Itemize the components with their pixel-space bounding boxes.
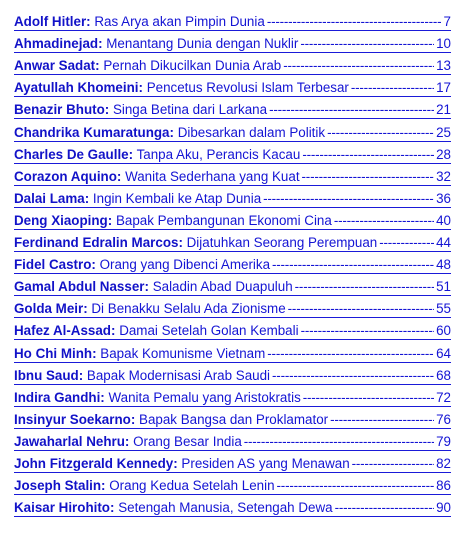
entry-page-number: 13 xyxy=(436,58,451,74)
entry-name: Corazon Aquino: xyxy=(14,168,122,184)
dot-leader xyxy=(295,279,434,295)
entry-subtitle: Bapak Komunisme Vietnam xyxy=(100,345,266,361)
entry-text xyxy=(14,102,267,118)
entry-page-number: 25 xyxy=(436,124,451,140)
table-of-contents xyxy=(14,9,451,517)
entry-subtitle: Orang Besar India xyxy=(133,433,242,449)
dot-leader xyxy=(288,301,434,317)
toc-entry-ferdinand-marcos[interactable] xyxy=(14,230,451,252)
toc-entry-chandrika-kumaratunga[interactable] xyxy=(14,119,451,141)
entry-page-number: 72 xyxy=(436,389,451,405)
entry-name: Ayatullah Khomeini: xyxy=(14,80,143,96)
entry-name: Chandrika Kumaratunga: xyxy=(14,124,174,140)
entry-name: Gamal Abdul Nasser: xyxy=(14,279,149,295)
entry-name: Ahmadinejad: xyxy=(14,36,103,52)
entry-page-number: 82 xyxy=(436,455,451,471)
dot-leader xyxy=(263,191,434,207)
entry-page-number: 7 xyxy=(443,14,451,30)
entry-text xyxy=(14,323,299,339)
entry-page-number: 86 xyxy=(436,478,451,494)
toc-entry-charles-de-gaulle[interactable] xyxy=(14,142,451,164)
toc-entry-ho-chi-minh[interactable] xyxy=(14,340,451,362)
dot-leader xyxy=(283,58,434,74)
toc-entry-golda-meir[interactable] xyxy=(14,296,451,318)
toc-entry-insinyur-soekarno[interactable] xyxy=(14,407,451,429)
toc-entry-hafez-al-assad[interactable] xyxy=(14,318,451,340)
dot-leader xyxy=(267,14,442,30)
entry-name: Jawaharlal Nehru: xyxy=(14,433,130,449)
entry-page-number: 55 xyxy=(436,301,451,317)
entry-text xyxy=(14,456,350,472)
entry-text xyxy=(14,301,286,317)
entry-text xyxy=(14,14,265,30)
entry-page-number: 68 xyxy=(436,367,451,383)
entry-name: Hafez Al-Assad: xyxy=(14,323,116,339)
toc-entry-john-fitzgerald-kennedy[interactable] xyxy=(14,451,451,473)
entry-page-number: 28 xyxy=(436,146,451,162)
entry-name: Golda Meir: xyxy=(14,301,88,317)
dot-leader xyxy=(300,36,434,52)
dot-leader xyxy=(379,235,434,251)
entry-name: Fidel Castro: xyxy=(14,257,96,273)
toc-entry-kaisar-hirohito[interactable] xyxy=(14,495,451,517)
entry-subtitle: Orang yang Dibenci Amerika xyxy=(99,257,271,273)
dot-leader xyxy=(330,412,434,428)
entry-text xyxy=(14,191,261,207)
dot-leader xyxy=(267,346,434,362)
entry-page-number: 32 xyxy=(436,168,451,184)
entry-name: Charles De Gaulle: xyxy=(14,146,134,162)
entry-name: Indira Gandhi: xyxy=(14,389,105,405)
entry-text xyxy=(14,434,242,450)
toc-entry-fidel-castro[interactable] xyxy=(14,252,451,274)
toc-entry-corazon-aquino[interactable] xyxy=(14,164,451,186)
dot-leader xyxy=(302,169,435,185)
entry-text xyxy=(14,169,300,185)
entry-subtitle: Saladin Abad Duapuluh xyxy=(152,279,293,295)
entry-text xyxy=(14,346,265,362)
dot-leader xyxy=(302,147,434,163)
entry-subtitle: Wanita Sederhana yang Kuat xyxy=(125,168,300,184)
dot-leader xyxy=(272,257,434,273)
entry-page-number: 40 xyxy=(436,212,451,228)
entry-subtitle: Pencetus Revolusi Islam Terbesar xyxy=(146,80,349,96)
toc-entry-benazir-bhuto[interactable] xyxy=(14,97,451,119)
entry-text xyxy=(14,80,349,96)
entry-text xyxy=(14,58,281,74)
dot-leader xyxy=(303,390,434,406)
entry-name: Deng Xiaoping: xyxy=(14,212,113,228)
entry-text xyxy=(14,279,293,295)
toc-entry-adolf-hitler[interactable] xyxy=(14,9,451,31)
entry-name: Benazir Bhuto: xyxy=(14,102,110,118)
entry-text xyxy=(14,125,325,141)
toc-entry-anwar-sadat[interactable] xyxy=(14,53,451,75)
entry-name: Ferdinand Edralin Marcos: xyxy=(14,235,183,251)
entry-subtitle: Orang Kedua Setelah Lenin xyxy=(109,478,275,494)
entry-subtitle: Singa Betina dari Larkana xyxy=(112,102,268,118)
toc-entry-gamal-abdul-nasser[interactable] xyxy=(14,274,451,296)
dot-leader xyxy=(327,125,434,141)
entry-text xyxy=(14,257,270,273)
entry-page-number: 36 xyxy=(436,190,451,206)
entry-subtitle: Tanpa Aku, Perancis Kacau xyxy=(136,146,301,162)
dot-leader xyxy=(351,80,434,96)
toc-entry-dalai-lama[interactable] xyxy=(14,186,451,208)
entry-page-number: 60 xyxy=(436,323,451,339)
dot-leader xyxy=(335,500,435,516)
entry-subtitle: Setengah Manusia, Setengah Dewa xyxy=(118,500,333,516)
entry-subtitle: Dijatuhkan Seorang Perempuan xyxy=(186,235,378,251)
dot-leader xyxy=(269,102,434,118)
entry-name: Dalai Lama: xyxy=(14,190,90,206)
entry-page-number: 44 xyxy=(436,235,451,251)
entry-text xyxy=(14,412,328,428)
entry-page-number: 48 xyxy=(436,257,451,273)
toc-entry-ahmadinejad[interactable] xyxy=(14,31,451,53)
entry-text xyxy=(14,368,270,384)
entry-page-number: 76 xyxy=(436,411,451,427)
toc-entry-ayatullah-khomeini[interactable] xyxy=(14,75,451,97)
entry-subtitle: Wanita Pemalu yang Aristokratis xyxy=(108,389,301,405)
entry-subtitle: Damai Setelah Golan Kembali xyxy=(119,323,299,339)
toc-entry-joseph-stalin[interactable] xyxy=(14,473,451,495)
entry-name: Ho Chi Minh: xyxy=(14,345,97,361)
toc-entry-jawaharlal-nehru[interactable] xyxy=(14,429,451,451)
toc-entry-deng-xiaoping[interactable] xyxy=(14,208,451,230)
entry-text xyxy=(14,390,301,406)
dot-leader xyxy=(272,368,434,384)
entry-subtitle: Ingin Kembali ke Atap Dunia xyxy=(92,190,262,206)
entry-page-number: 64 xyxy=(436,345,451,361)
entry-subtitle: Bapak Modernisasi Arab Saudi xyxy=(86,367,271,383)
entry-subtitle: Pernah Dikucilkan Dunia Arab xyxy=(103,58,282,74)
dot-leader xyxy=(301,323,435,339)
entry-name: John Fitzgerald Kennedy: xyxy=(14,455,178,471)
entry-text xyxy=(14,213,332,229)
dot-leader xyxy=(244,434,434,450)
toc-entry-indira-gandhi[interactable] xyxy=(14,385,451,407)
entry-subtitle: Bapak Pembangunan Ekonomi Cina xyxy=(115,212,332,228)
entry-subtitle: Bapak Bangsa dan Proklamator xyxy=(139,411,329,427)
dot-leader xyxy=(352,456,434,472)
entry-page-number: 79 xyxy=(436,433,451,449)
entry-subtitle: Menantang Dunia dengan Nuklir xyxy=(106,36,299,52)
entry-name: Adolf Hitler: xyxy=(14,14,91,30)
entry-name: Kaisar Hirohito: xyxy=(14,500,115,516)
entry-subtitle: Presiden AS yang Menawan xyxy=(181,455,350,471)
entry-text xyxy=(14,500,333,516)
entry-text xyxy=(14,478,275,494)
entry-subtitle: Di Benakku Selalu Ada Zionisme xyxy=(91,301,286,317)
entry-text xyxy=(14,235,377,251)
dot-leader xyxy=(334,213,434,229)
entry-name: Joseph Stalin: xyxy=(14,478,106,494)
entry-page-number: 51 xyxy=(436,279,451,295)
entry-page-number: 10 xyxy=(436,36,451,52)
entry-name: Anwar Sadat: xyxy=(14,58,100,74)
entry-subtitle: Dibesarkan dalam Politik xyxy=(177,124,326,140)
entry-subtitle: Ras Arya akan Pimpin Dunia xyxy=(94,14,265,30)
dot-leader xyxy=(277,478,435,494)
entry-text xyxy=(14,147,300,163)
entry-page-number: 17 xyxy=(436,80,451,96)
entry-text xyxy=(14,36,298,52)
entry-page-number: 21 xyxy=(436,102,451,118)
entry-name: Insinyur Soekarno: xyxy=(14,411,136,427)
entry-page-number: 90 xyxy=(436,500,451,516)
toc-entry-ibnu-saud[interactable] xyxy=(14,363,451,385)
entry-name: Ibnu Saud: xyxy=(14,367,84,383)
